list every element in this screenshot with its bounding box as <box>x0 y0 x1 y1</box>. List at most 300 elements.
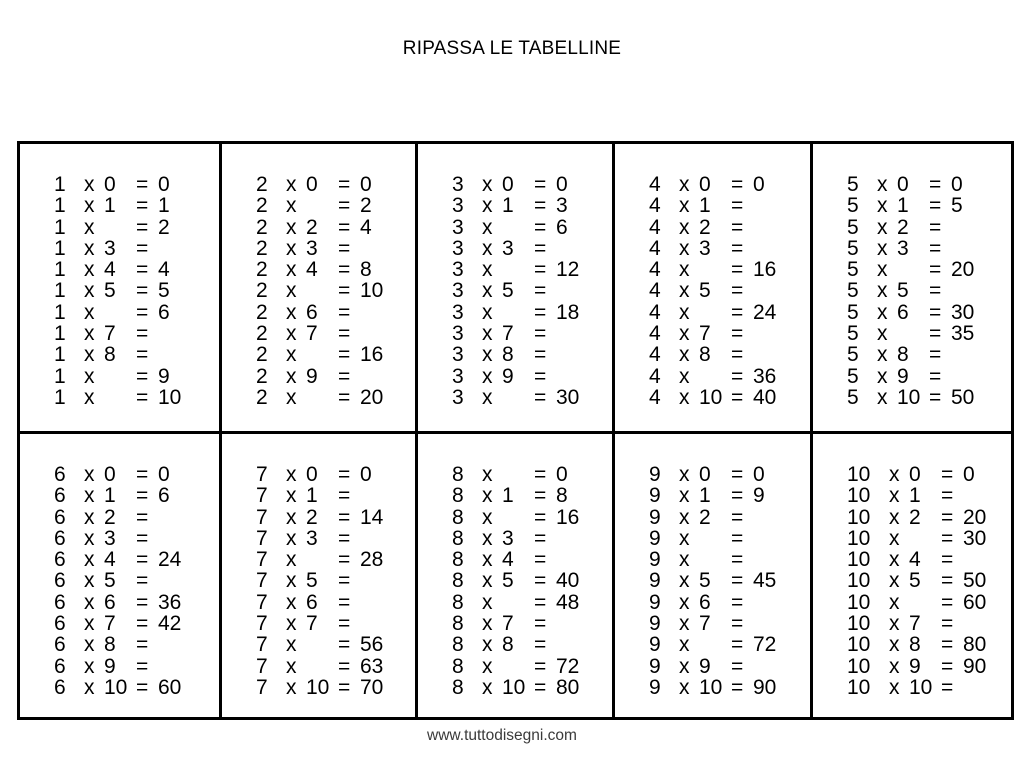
result <box>360 570 400 591</box>
times-table-8 <box>418 434 615 717</box>
multiplier: 2 <box>104 505 116 529</box>
multiplier: 10 <box>104 675 128 699</box>
times-sign: x <box>877 364 888 388</box>
equals-sign: = <box>338 343 351 367</box>
equals-sign: = <box>338 505 351 529</box>
times-sign: x <box>482 612 493 636</box>
row-factor: 9 <box>649 505 661 529</box>
multiplier <box>502 507 534 528</box>
times-sign: x <box>482 194 493 218</box>
multiplier: 6 <box>306 590 318 614</box>
result <box>556 549 596 570</box>
multiplier: 10 <box>897 385 921 409</box>
multiplier <box>699 634 731 655</box>
equation-row <box>54 280 219 301</box>
result: 0 <box>753 173 765 196</box>
multiplier: 4 <box>104 258 116 282</box>
multiplier: 8 <box>897 343 909 367</box>
equation-row <box>649 238 810 259</box>
equation-row <box>649 464 810 485</box>
multiplier: 2 <box>306 505 318 529</box>
equation-row <box>452 592 612 613</box>
multiplier: 3 <box>502 236 514 260</box>
equation-row <box>256 366 415 387</box>
result: 72 <box>753 633 777 657</box>
equation-row <box>452 344 612 365</box>
equals-sign: = <box>941 675 954 699</box>
row-factor: 5 <box>847 173 859 196</box>
equation-row <box>649 613 810 634</box>
row-factor: 10 <box>847 675 871 699</box>
equals-sign: = <box>534 279 547 303</box>
times-sign: x <box>286 463 297 486</box>
times-sign: x <box>286 654 297 678</box>
row-factor: 8 <box>452 548 464 572</box>
result: 0 <box>158 463 170 486</box>
equation-row <box>256 528 415 549</box>
multiplier: 3 <box>897 236 909 260</box>
result: 4 <box>158 258 170 282</box>
result <box>360 592 400 613</box>
equals-sign: = <box>338 590 351 614</box>
equals-sign: = <box>534 194 547 218</box>
times-sign: x <box>679 385 690 409</box>
row-factor: 3 <box>452 236 464 260</box>
times-sign: x <box>286 675 297 699</box>
equation-row <box>452 259 612 280</box>
row-factor: 10 <box>847 463 871 486</box>
equals-sign: = <box>136 654 149 678</box>
multiplier <box>306 549 338 570</box>
row-factor: 9 <box>649 463 661 486</box>
equals-sign: = <box>941 633 954 657</box>
equation-row <box>649 366 810 387</box>
equation-row <box>847 677 1011 698</box>
result: 5 <box>158 279 170 303</box>
result: 80 <box>556 675 580 699</box>
multiplier: 7 <box>699 322 711 346</box>
multiplier <box>699 549 731 570</box>
equation-row <box>452 195 612 216</box>
equation-row <box>649 387 810 408</box>
equals-sign: = <box>941 654 954 678</box>
equation-row <box>847 280 1011 301</box>
row-factor: 8 <box>452 612 464 636</box>
equals-sign: = <box>534 526 547 550</box>
equals-sign: = <box>534 654 547 678</box>
equation-row <box>649 528 810 549</box>
page-title: RIPASSA LE TABELLINE <box>402 38 622 59</box>
row-factor: 8 <box>452 569 464 593</box>
equation-row <box>452 464 612 485</box>
row-factor: 6 <box>54 612 66 636</box>
equals-sign: = <box>731 463 744 486</box>
equals-sign: = <box>136 322 149 346</box>
multiplier <box>909 528 941 549</box>
row-factor: 6 <box>54 463 66 486</box>
equation-row <box>54 613 219 634</box>
equals-sign: = <box>534 215 547 239</box>
times-tables-grid <box>17 141 1014 720</box>
equation-row <box>649 195 810 216</box>
times-sign: x <box>84 569 95 593</box>
equation-row <box>256 238 415 259</box>
equals-sign: = <box>941 612 954 636</box>
equals-sign: = <box>534 258 547 282</box>
row-factor: 3 <box>452 300 464 324</box>
multiplier <box>897 259 929 280</box>
equals-sign: = <box>941 526 954 550</box>
row-factor: 5 <box>847 215 859 239</box>
times-sign: x <box>286 300 297 324</box>
result: 10 <box>360 279 384 303</box>
multiplier <box>502 656 534 677</box>
multiplier: 5 <box>502 279 514 303</box>
equals-sign: = <box>338 236 351 260</box>
equals-sign: = <box>929 258 942 282</box>
equals-sign: = <box>731 675 744 699</box>
equation-row <box>452 528 612 549</box>
times-sign: x <box>84 505 95 529</box>
multiplier: 0 <box>502 173 514 196</box>
multiplier <box>699 302 731 323</box>
equation-row <box>649 570 810 591</box>
row-factor: 7 <box>256 505 268 529</box>
row-factor: 5 <box>847 258 859 282</box>
equals-sign: = <box>534 569 547 593</box>
multiplier: 8 <box>502 633 514 657</box>
multiplier: 6 <box>104 590 116 614</box>
row-factor: 4 <box>649 236 661 260</box>
multiplier: 7 <box>306 322 318 346</box>
row-factor: 3 <box>452 279 464 303</box>
multiplier: 3 <box>306 526 318 550</box>
equation-row <box>452 238 612 259</box>
row-factor: 6 <box>54 569 66 593</box>
multiplier: 6 <box>306 300 318 324</box>
equals-sign: = <box>731 343 744 367</box>
times-sign: x <box>84 258 95 282</box>
times-sign: x <box>679 612 690 636</box>
times-sign: x <box>889 484 900 508</box>
row-factor: 1 <box>54 364 66 388</box>
result <box>556 344 596 365</box>
result: 0 <box>158 173 170 196</box>
multiplier <box>306 195 338 216</box>
result: 35 <box>951 322 975 346</box>
equals-sign: = <box>338 484 351 508</box>
result: 16 <box>556 505 580 529</box>
equation-row <box>54 238 219 259</box>
times-sign: x <box>286 215 297 239</box>
times-sign: x <box>679 463 690 486</box>
website-footer: www.tuttodisegni.com <box>427 727 577 744</box>
equation-row <box>847 217 1011 238</box>
row-factor: 1 <box>54 173 66 196</box>
result <box>158 528 198 549</box>
result: 18 <box>556 300 580 324</box>
result <box>158 656 198 677</box>
equals-sign: = <box>941 463 954 486</box>
result: 80 <box>963 633 987 657</box>
result: 6 <box>158 300 170 324</box>
equation-row <box>54 387 219 408</box>
times-sign: x <box>84 215 95 239</box>
times-sign: x <box>84 236 95 260</box>
times-table-5 <box>813 144 1011 434</box>
equals-sign: = <box>136 300 149 324</box>
equation-row <box>847 323 1011 344</box>
multiplier: 6 <box>699 590 711 614</box>
equals-sign: = <box>136 505 149 529</box>
row-factor: 2 <box>256 258 268 282</box>
times-table-4 <box>615 144 813 434</box>
equals-sign: = <box>534 463 547 486</box>
equation-row <box>847 302 1011 323</box>
times-sign: x <box>482 484 493 508</box>
multiplier: 1 <box>502 484 514 508</box>
equation-row <box>847 387 1011 408</box>
times-sign: x <box>482 343 493 367</box>
result: 40 <box>753 385 777 409</box>
times-table-10 <box>813 434 1011 717</box>
result: 45 <box>753 569 777 593</box>
multiplier: 3 <box>306 236 318 260</box>
equation-row <box>54 507 219 528</box>
times-sign: x <box>84 654 95 678</box>
row-factor: 1 <box>54 236 66 260</box>
result <box>158 634 198 655</box>
row-factor: 10 <box>847 569 871 593</box>
equals-sign: = <box>338 612 351 636</box>
result: 12 <box>556 258 580 282</box>
result: 72 <box>556 654 580 678</box>
result <box>360 485 400 506</box>
row-factor: 5 <box>847 385 859 409</box>
equals-sign: = <box>136 279 149 303</box>
multiplier: 4 <box>502 548 514 572</box>
times-sign: x <box>877 258 888 282</box>
row-factor: 6 <box>54 505 66 529</box>
multiplier: 2 <box>306 215 318 239</box>
result: 56 <box>360 633 384 657</box>
result: 40 <box>556 569 580 593</box>
multiplier <box>502 592 534 613</box>
equals-sign: = <box>136 484 149 508</box>
row-factor: 7 <box>256 548 268 572</box>
equation-row <box>54 570 219 591</box>
times-sign: x <box>286 343 297 367</box>
times-sign: x <box>84 590 95 614</box>
multiplier: 9 <box>897 364 909 388</box>
equation-row <box>649 344 810 365</box>
times-sign: x <box>84 463 95 486</box>
result: 90 <box>963 654 987 678</box>
result <box>753 549 793 570</box>
equals-sign: = <box>731 612 744 636</box>
result <box>158 238 198 259</box>
row-factor: 7 <box>256 633 268 657</box>
equals-sign: = <box>136 236 149 260</box>
times-sign: x <box>679 484 690 508</box>
times-sign: x <box>877 173 888 196</box>
row-factor: 9 <box>649 612 661 636</box>
row-factor: 5 <box>847 194 859 218</box>
result: 2 <box>158 215 170 239</box>
row-factor: 6 <box>54 526 66 550</box>
equation-row <box>452 570 612 591</box>
equals-sign: = <box>731 569 744 593</box>
equals-sign: = <box>731 654 744 678</box>
multiplier: 2 <box>699 215 711 239</box>
row-factor: 7 <box>256 675 268 699</box>
multiplier: 1 <box>699 484 711 508</box>
row-factor: 1 <box>54 194 66 218</box>
equation-row <box>256 507 415 528</box>
row-factor: 9 <box>649 590 661 614</box>
result <box>753 323 793 344</box>
equation-row <box>256 344 415 365</box>
result: 3 <box>556 194 568 218</box>
equation-row <box>54 634 219 655</box>
equals-sign: = <box>338 385 351 409</box>
equals-sign: = <box>136 258 149 282</box>
equals-sign: = <box>136 215 149 239</box>
times-sign: x <box>482 590 493 614</box>
multiplier: 1 <box>104 484 116 508</box>
result: 60 <box>963 590 987 614</box>
row-factor: 9 <box>649 569 661 593</box>
times-sign: x <box>286 612 297 636</box>
multiplier: 9 <box>909 654 921 678</box>
times-sign: x <box>482 505 493 529</box>
equals-sign: = <box>534 633 547 657</box>
equation-row <box>847 656 1011 677</box>
times-sign: x <box>482 633 493 657</box>
equation-row <box>256 195 415 216</box>
multiplier <box>306 344 338 365</box>
times-sign: x <box>679 654 690 678</box>
times-sign: x <box>679 215 690 239</box>
result: 0 <box>951 173 963 196</box>
equation-row <box>256 323 415 344</box>
row-factor: 10 <box>847 612 871 636</box>
equals-sign: = <box>731 385 744 409</box>
equals-sign: = <box>731 300 744 324</box>
row-factor: 2 <box>256 194 268 218</box>
equation-row <box>649 634 810 655</box>
equation-row <box>54 195 219 216</box>
multiplier: 7 <box>104 322 116 346</box>
row-factor: 4 <box>649 258 661 282</box>
row-factor: 9 <box>649 633 661 657</box>
equals-sign: = <box>731 633 744 657</box>
times-sign: x <box>482 279 493 303</box>
row-factor: 5 <box>847 300 859 324</box>
equals-sign: = <box>136 385 149 409</box>
result <box>158 323 198 344</box>
row-factor: 2 <box>256 364 268 388</box>
result: 36 <box>753 364 777 388</box>
multiplier: 0 <box>104 463 116 486</box>
equals-sign: = <box>929 385 942 409</box>
equals-sign: = <box>731 173 744 196</box>
equation-row <box>452 613 612 634</box>
equation-row <box>54 174 219 195</box>
times-sign: x <box>482 675 493 699</box>
equation-row <box>649 677 810 698</box>
equals-sign: = <box>338 300 351 324</box>
times-sign: x <box>286 548 297 572</box>
multiplier <box>699 528 731 549</box>
result <box>360 613 400 634</box>
equation-row <box>847 259 1011 280</box>
times-sign: x <box>84 548 95 572</box>
result <box>753 507 793 528</box>
multiplier: 5 <box>306 569 318 593</box>
equation-row <box>54 528 219 549</box>
row-factor: 4 <box>649 300 661 324</box>
times-sign: x <box>679 236 690 260</box>
equals-sign: = <box>338 548 351 572</box>
equals-sign: = <box>534 300 547 324</box>
times-sign: x <box>877 300 888 324</box>
equals-sign: = <box>929 215 942 239</box>
times-sign: x <box>889 633 900 657</box>
row-factor: 6 <box>54 654 66 678</box>
multiplier: 1 <box>699 194 711 218</box>
multiplier <box>306 280 338 301</box>
multiplier <box>502 302 534 323</box>
result: 16 <box>360 343 384 367</box>
equals-sign: = <box>534 236 547 260</box>
result: 0 <box>360 173 372 196</box>
row-factor: 8 <box>452 633 464 657</box>
multiplier: 0 <box>104 173 116 196</box>
times-sign: x <box>482 548 493 572</box>
result: 30 <box>963 526 987 550</box>
equation-row <box>649 174 810 195</box>
equation-row <box>54 302 219 323</box>
times-sign: x <box>286 484 297 508</box>
equation-row <box>54 464 219 485</box>
times-sign: x <box>286 194 297 218</box>
times-sign: x <box>679 300 690 324</box>
equals-sign: = <box>534 343 547 367</box>
result <box>753 613 793 634</box>
times-sign: x <box>84 364 95 388</box>
equals-sign: = <box>929 279 942 303</box>
equals-sign: = <box>534 612 547 636</box>
row-factor: 3 <box>452 194 464 218</box>
result: 48 <box>556 590 580 614</box>
times-sign: x <box>679 569 690 593</box>
times-sign: x <box>286 385 297 409</box>
times-sign: x <box>84 675 95 699</box>
multiplier <box>306 387 338 408</box>
times-sign: x <box>889 612 900 636</box>
multiplier: 6 <box>897 300 909 324</box>
times-sign: x <box>482 215 493 239</box>
multiplier: 9 <box>104 654 116 678</box>
times-sign: x <box>679 505 690 529</box>
equation-row <box>256 634 415 655</box>
row-factor: 2 <box>256 279 268 303</box>
equation-row <box>452 656 612 677</box>
times-sign: x <box>84 343 95 367</box>
equation-row <box>256 613 415 634</box>
result <box>951 366 991 387</box>
